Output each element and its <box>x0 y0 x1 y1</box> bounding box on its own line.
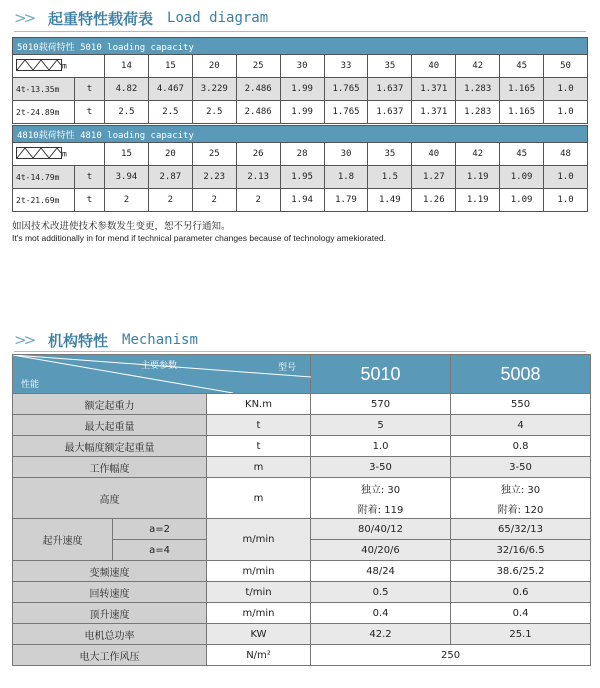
value-5010: 1.0 <box>311 436 451 457</box>
value-cell: 1.165 <box>500 78 544 101</box>
radius-cell: 15 <box>105 143 149 166</box>
value-5010: 42.2 <box>311 624 451 645</box>
radius-cell: 42 <box>456 143 500 166</box>
param-name: 工作幅度 <box>13 457 207 478</box>
value-cell: 2.23 <box>192 166 236 189</box>
radius-cell: 30 <box>324 143 368 166</box>
value-cell: 1.165 <box>500 101 544 124</box>
note-cn: 如因技术改进使技术参数发生变更，恕不另行通知。 <box>12 221 231 232</box>
value-cell: 1.0 <box>544 78 588 101</box>
radius-cell: 33 <box>324 55 368 78</box>
radius-cell: 25 <box>192 143 236 166</box>
value-5010: 570 <box>311 394 451 415</box>
jib-cell <box>13 55 105 78</box>
value-cell: 1.49 <box>368 189 412 212</box>
value-cell: 1.99 <box>280 101 324 124</box>
value-cell: 4.467 <box>148 78 192 101</box>
table-row <box>13 582 591 603</box>
table-row <box>13 189 588 212</box>
param-name: 高度 <box>13 478 207 519</box>
table-row <box>13 101 588 124</box>
load-label: 4t-13.35m <box>13 78 75 101</box>
load-table-5010 <box>12 37 588 124</box>
value-cell: 1.26 <box>412 189 456 212</box>
radius-cell: 35 <box>368 143 412 166</box>
value-5008: 65/32/13 <box>451 519 591 540</box>
param-name: 起升速度 <box>13 519 113 561</box>
table-row <box>13 519 591 540</box>
param-name: 电机总功率 <box>13 624 207 645</box>
table-row <box>13 624 591 645</box>
value-cell: 1.19 <box>456 189 500 212</box>
performance-label: 性能 <box>21 380 40 390</box>
radius-cell: 28 <box>280 143 324 166</box>
value-cell: 2 <box>192 189 236 212</box>
value-cell: 1.283 <box>456 78 500 101</box>
table-row <box>13 603 591 624</box>
value-5008: 0.8 <box>451 436 591 457</box>
value-cell: 2.486 <box>236 101 280 124</box>
unit-cell: t <box>75 101 105 124</box>
value-cell: 3.229 <box>192 78 236 101</box>
param-unit: m/min <box>207 603 311 624</box>
param-name: 回转速度 <box>13 582 207 603</box>
unit-label: m <box>62 61 67 71</box>
value-5010: 48/24 <box>311 561 451 582</box>
load-label: 4t-14.79m <box>13 166 75 189</box>
table-row <box>13 394 591 415</box>
table-row <box>13 166 588 189</box>
value-shared: 250 <box>311 645 591 666</box>
divider <box>14 31 586 32</box>
value-cell: 1.79 <box>324 189 368 212</box>
radius-cell: 50 <box>544 55 588 78</box>
unit-label: m <box>62 149 67 159</box>
jib-cell <box>13 143 105 166</box>
chevron-icon: >> <box>14 9 34 27</box>
radius-cell: 26 <box>236 143 280 166</box>
param-unit: t <box>207 436 311 457</box>
table-row <box>13 143 588 166</box>
table-row <box>13 478 591 499</box>
value-cell: 1.283 <box>456 101 500 124</box>
radius-cell: 15 <box>148 55 192 78</box>
table-header-row <box>13 355 591 394</box>
diagonal-header <box>13 355 311 394</box>
value-cell: 1.0 <box>544 166 588 189</box>
value-cell: 2 <box>105 189 149 212</box>
value-5008: 0.6 <box>451 582 591 603</box>
table-row <box>13 645 591 666</box>
value-cell: 1.637 <box>368 78 412 101</box>
radius-cell: 25 <box>236 55 280 78</box>
value-cell: 2.5 <box>192 101 236 124</box>
value-cell: 1.5 <box>368 166 412 189</box>
value-5010: 0.5 <box>311 582 451 603</box>
param-name: 顶升速度 <box>13 603 207 624</box>
value-cell: 2 <box>236 189 280 212</box>
param-name: 最大幅度额定起重量 <box>13 436 207 457</box>
radius-cell: 48 <box>544 143 588 166</box>
value-5010: 独立: 30 <box>311 478 451 499</box>
param-name: 变频速度 <box>13 561 207 582</box>
param-unit: KN.m <box>207 394 311 415</box>
table-row <box>13 415 591 436</box>
radius-cell: 40 <box>412 143 456 166</box>
value-5010: 附着: 119 <box>311 498 451 519</box>
jib-icon <box>16 59 62 73</box>
load-label: 2t-21.69m <box>13 189 75 212</box>
value-cell: 4.82 <box>105 78 149 101</box>
value-cell: 2 <box>148 189 192 212</box>
value-5008: 独立: 30 <box>451 478 591 499</box>
radius-cell: 40 <box>412 55 456 78</box>
value-5010: 40/20/6 <box>311 540 451 561</box>
jib-icon <box>16 147 62 161</box>
value-cell: 1.0 <box>544 189 588 212</box>
unit-cell: t <box>75 78 105 101</box>
mechanism-header <box>14 328 198 352</box>
param-sub: a=4 <box>113 540 207 561</box>
value-cell: 1.765 <box>324 78 368 101</box>
value-cell: 2.13 <box>236 166 280 189</box>
radius-cell: 14 <box>105 55 149 78</box>
table-row <box>13 78 588 101</box>
radius-cell: 20 <box>148 143 192 166</box>
param-unit: m/min <box>207 561 311 582</box>
value-cell: 1.09 <box>500 166 544 189</box>
divider <box>14 351 586 352</box>
value-5008: 0.4 <box>451 603 591 624</box>
value-5010: 0.4 <box>311 603 451 624</box>
value-cell: 1.8 <box>324 166 368 189</box>
load-title-en: Load diagram <box>167 10 269 26</box>
unit-cell: t <box>75 189 105 212</box>
value-cell: 1.94 <box>280 189 324 212</box>
value-5010: 5 <box>311 415 451 436</box>
value-5008: 32/16/6.5 <box>451 540 591 561</box>
value-cell: 1.637 <box>368 101 412 124</box>
table-caption: 4810载荷特性 4810 loading capacity <box>13 126 588 143</box>
value-cell: 2.486 <box>236 78 280 101</box>
value-cell: 1.19 <box>456 166 500 189</box>
radius-cell: 30 <box>280 55 324 78</box>
param-name: 电大工作风压 <box>13 645 207 666</box>
radius-cell: 42 <box>456 55 500 78</box>
load-label: 2t-24.89m <box>13 101 75 124</box>
value-cell: 2.5 <box>105 101 149 124</box>
param-unit: m <box>207 457 311 478</box>
param-sub: a=2 <box>113 519 207 540</box>
model-5010: 5010 <box>311 355 451 394</box>
model-5008: 5008 <box>451 355 591 394</box>
param-unit: N/m² <box>207 645 311 666</box>
value-5008: 3-50 <box>451 457 591 478</box>
param-unit: t/min <box>207 582 311 603</box>
param-unit: t <box>207 415 311 436</box>
model-label: 型号 <box>278 363 297 373</box>
unit-cell: t <box>75 166 105 189</box>
param-name: 最大起重量 <box>13 415 207 436</box>
value-cell: 2.5 <box>148 101 192 124</box>
value-cell: 1.765 <box>324 101 368 124</box>
mechanism-table <box>12 354 591 666</box>
param-unit: KW <box>207 624 311 645</box>
value-cell: 1.27 <box>412 166 456 189</box>
value-5008: 附着: 120 <box>451 498 591 519</box>
note-en: It's mot additionally in for mend if technical parameter changes because of technology amekiorated. <box>12 233 386 243</box>
load-title-cn: 起重特性载荷表 <box>48 9 154 28</box>
param-unit: m/min <box>207 519 311 561</box>
table-row <box>13 457 591 478</box>
value-5010: 80/40/12 <box>311 519 451 540</box>
load-table-4810 <box>12 125 588 212</box>
radius-cell: 35 <box>368 55 412 78</box>
radius-cell: 45 <box>500 143 544 166</box>
radius-cell: 45 <box>500 55 544 78</box>
chevron-icon: >> <box>14 331 34 349</box>
value-cell: 1.371 <box>412 78 456 101</box>
value-cell: 3.94 <box>105 166 149 189</box>
value-5010: 3-50 <box>311 457 451 478</box>
value-5008: 4 <box>451 415 591 436</box>
param-unit: m <box>207 478 311 519</box>
value-cell: 1.99 <box>280 78 324 101</box>
mech-title-cn: 机构特性 <box>48 331 109 350</box>
load-diagram-header <box>14 6 268 30</box>
value-cell: 1.09 <box>500 189 544 212</box>
param-name: 额定起重力 <box>13 394 207 415</box>
main-params-label: 主要参数 <box>141 361 178 371</box>
value-cell: 1.95 <box>280 166 324 189</box>
table-caption: 5010载荷特性 5010 loading capacity <box>13 38 588 55</box>
value-cell: 1.371 <box>412 101 456 124</box>
value-5008: 550 <box>451 394 591 415</box>
value-5008: 25.1 <box>451 624 591 645</box>
table-row <box>13 561 591 582</box>
radius-cell: 20 <box>192 55 236 78</box>
value-cell: 1.0 <box>544 101 588 124</box>
table-row <box>13 55 588 78</box>
value-5008: 38.6/25.2 <box>451 561 591 582</box>
mech-title-en: Mechanism <box>122 332 198 348</box>
value-cell: 2.87 <box>148 166 192 189</box>
table-row <box>13 436 591 457</box>
